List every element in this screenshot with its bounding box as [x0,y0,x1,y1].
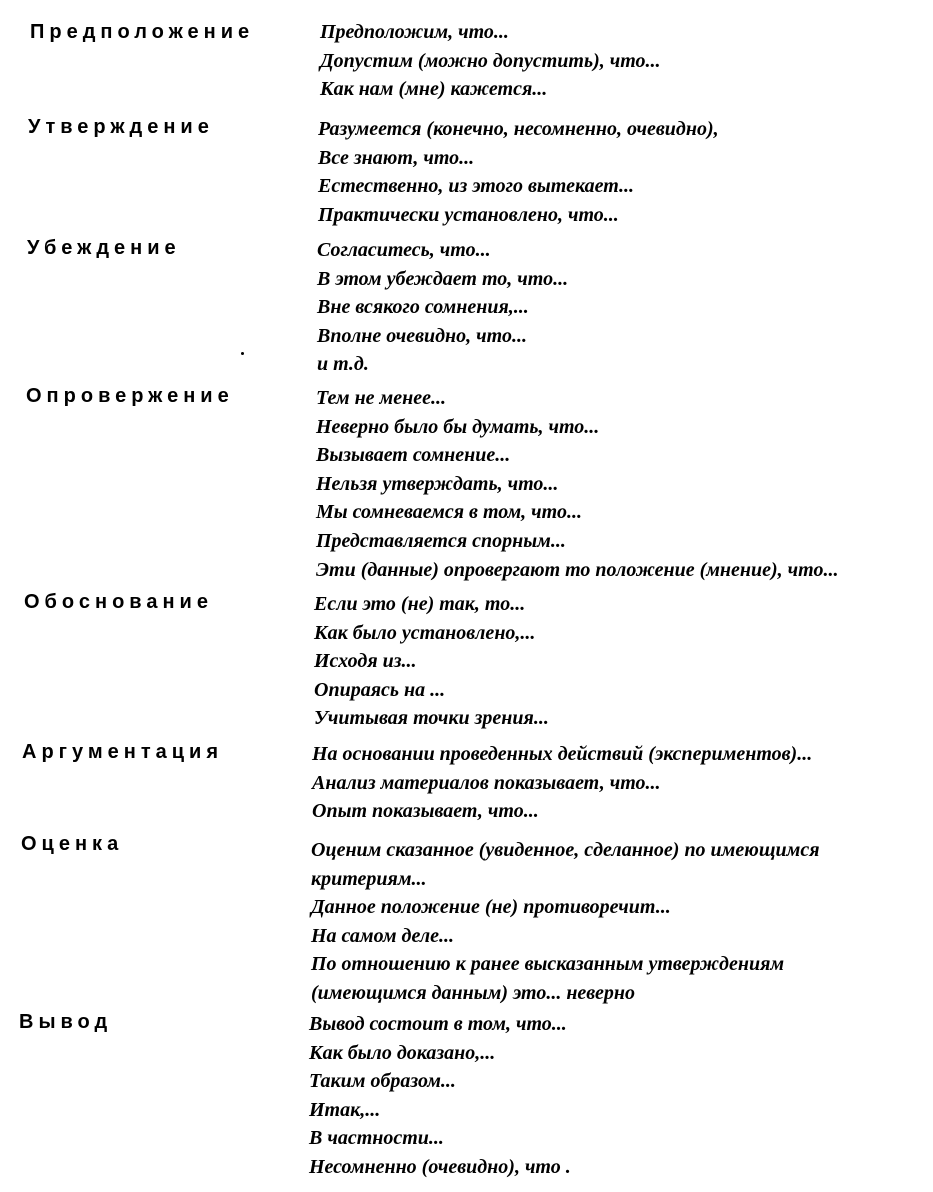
phrase-line: Таким образом... [309,1070,456,1093]
phrase-line: Анализ материалов показывает, что... [312,771,661,794]
term-utverzhdenie: Утверждение [28,116,214,138]
phrases-argumentatsiya [312,740,812,826]
phrase-line: Несомненно (очевидно), что . [309,1155,571,1178]
phrase-line: Исходя из... [314,650,417,673]
phrase-line: Разумеется (конечно, несомненно, очевидно), [318,118,719,140]
phrases-obosnovanie [314,590,549,733]
phrase-line: Неверно было бы думать, что... [316,415,600,438]
phrase-line: Естественно, из этого вытекает... [318,175,635,198]
phrase-line: (имеющимся данным) это... неверно [311,981,635,1004]
phrase-line: Как было доказано,... [309,1041,496,1064]
stray-dot-mark [241,352,244,355]
phrase-line: Эти (данные) опровергают то положение (мнение), что... [316,558,839,581]
phrase-line: В частности... [309,1127,444,1150]
phrase-line: Представляется спорным... [316,529,566,552]
phrase-line: и т.д. [317,353,369,376]
phrase-line: Оценим сказанное (увиденное, сделанное) по имеющимся [311,839,820,861]
phrase-line: Нельзя утверждать, что... [316,472,559,495]
phrase-line: На самом деле... [311,924,454,947]
term-obosnovanie: Обоснование [24,591,213,613]
phrase-line: На основании проведенных действий (экспериментов)... [312,743,813,765]
phrase-line: Согласитесь, что... [317,239,491,261]
phrase-line: Как было установлено,... [314,621,536,644]
phrases-ubezhdenie [317,236,568,379]
phrase-line: Как нам (мне) кажется... [320,78,548,101]
term-argumentatsiya: Аргументация [22,741,224,763]
phrase-line: Вывод состоит в том, что... [309,1013,567,1035]
phrase-line: Вполне очевидно, что... [317,324,527,347]
term-vyvod: Вывод [19,1011,113,1033]
term-predpolozhenie: Предположение [30,21,255,43]
phrase-line: Учитывая точки зрения... [314,707,549,730]
phrase-line: Допустим (можно допустить), что... [320,49,661,72]
phrases-vyvod [309,1010,571,1182]
phrase-line: Практически установлено, что... [318,203,619,226]
phrase-line: Итак,... [309,1098,381,1121]
term-ubezhdenie: Убеждение [27,237,181,259]
phrase-line: Данное положение (не) противоречит... [311,896,671,919]
phrase-line: критериям... [311,867,427,890]
phrase-line: Вызывает сомнение... [316,444,511,467]
phrase-line: В этом убеждает то, что... [317,267,569,290]
phrase-line: Опыт показывает, что... [312,800,539,823]
phrase-line: Если это (не) так, то... [314,593,526,615]
phrase-line: Вне всякого сомнения,... [317,296,529,319]
phrase-line: Предположим, что... [320,21,509,43]
phrase-line: Тем не менее... [316,387,446,409]
phrases-predpolozhenie [320,18,661,104]
phrase-line: Мы сомневаемся в том, что... [316,501,582,524]
term-oproverzhenie: Опровержение [26,385,234,407]
phrases-oproverzhenie [316,384,838,584]
term-otsenka: Оценка [21,833,124,855]
phrase-line: Опираясь на ... [314,678,446,701]
phrase-line: Все знают, что... [318,146,475,169]
phrases-otsenka [311,836,820,1008]
phrases-utverzhdenie [318,115,719,229]
phrase-line: По отношению к ранее высказанным утверждениям [311,953,785,976]
